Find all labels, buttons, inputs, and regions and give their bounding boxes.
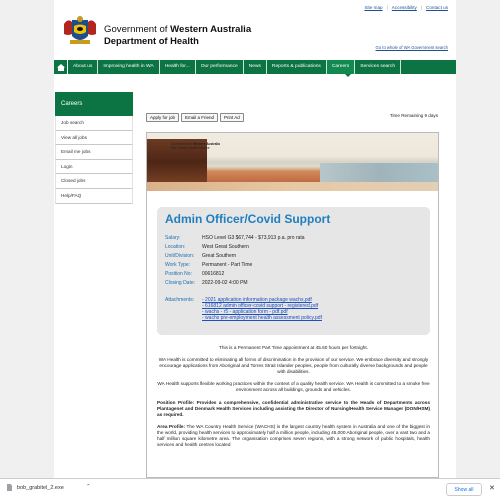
desc-paragraph: This is a Permanent Part Time appointment at 45.60 hours per fortnight. — [218, 345, 369, 350]
attachment-link[interactable]: - 2021 application information package wachs.pdf — [202, 297, 312, 303]
field-label: Work Type: — [165, 262, 191, 268]
job-title: Admin Officer/Covid Support — [165, 212, 331, 226]
accessibility-link[interactable]: Accessibility — [391, 5, 417, 10]
field-closing-date — [165, 280, 248, 286]
separator: | — [386, 5, 388, 10]
download-filename: bob_grabitel_2.exe — [17, 484, 64, 491]
print-ad-button[interactable]: Print Ad — [220, 113, 244, 122]
attachment-link[interactable]: - wachs pre-employment health assessment policy.pdf — [202, 315, 322, 321]
sidebar-item-closed-jobs[interactable]: Closed jobs — [55, 174, 133, 189]
field-unit — [165, 253, 236, 259]
sidebar-title: Careers — [55, 92, 133, 116]
department-title: Department of Health — [104, 35, 199, 46]
field-label: Location: — [165, 244, 186, 250]
desc-paragraph: WA Health is committed to eliminating all forms of discrimination in the provision of our service. We embrace diversity and strongly encourage applications from Aboriginal and Torres Strait Islander peoples, people from culturally diverse backgrounds and people with disabilities. — [158, 357, 429, 375]
main-nav — [54, 60, 456, 74]
nav-careers[interactable]: Careers — [327, 60, 355, 74]
area-profile-label: Area Profile: — [157, 423, 186, 429]
field-label: Position No: — [165, 271, 192, 277]
page — [54, 0, 456, 478]
attachment-link[interactable]: - 616812 admin officer-covid support - registered.pdf — [202, 303, 319, 309]
top-links — [364, 5, 448, 10]
download-item[interactable] — [6, 484, 64, 491]
field-value: West Great Southern — [202, 244, 249, 250]
nav-reports[interactable]: Reports & publications — [267, 60, 327, 74]
field-value: Great Southern — [202, 253, 237, 259]
chevron-up-icon[interactable]: ⌃ — [86, 484, 91, 490]
nav-health-for[interactable]: Health for... — [160, 60, 196, 74]
field-salary — [165, 235, 305, 241]
field-position-no — [165, 271, 224, 277]
gov-title — [104, 24, 251, 35]
job-description — [157, 345, 430, 454]
attachments-label: Attachments: — [165, 297, 195, 303]
attachments — [165, 297, 322, 321]
banner-logo-state: Western Australia — [192, 142, 220, 146]
banner-logo-prefix: Government of — [171, 142, 193, 146]
site-map-link[interactable]: Site map — [364, 5, 383, 10]
nav-news[interactable]: News — [244, 60, 267, 74]
wa-crest-logo[interactable] — [58, 14, 102, 50]
job-actions — [146, 113, 244, 122]
nav-services-search[interactable]: Services search — [355, 60, 401, 74]
field-label: Closing Date: — [165, 280, 196, 286]
sidebar-item-job-search[interactable]: Job search — [55, 116, 133, 131]
banner-image — [147, 133, 439, 191]
sidebar-item-login[interactable]: Login — [55, 160, 133, 175]
separator: | — [420, 5, 423, 10]
field-location — [165, 244, 249, 250]
banner-sand — [147, 182, 439, 191]
job-ad — [146, 132, 439, 478]
field-label: Unit/Division: — [165, 253, 195, 259]
field-label: Salary: — [165, 235, 181, 241]
nav-improving-health[interactable]: Improving health in WA — [98, 60, 159, 74]
contact-us-link[interactable]: Contact us — [426, 5, 448, 10]
file-icon — [6, 484, 13, 491]
field-value: 00616812 — [202, 271, 225, 277]
attachment-list — [202, 297, 322, 321]
nav-our-performance[interactable]: Our performance — [196, 60, 244, 74]
goto-whole-gov-link[interactable]: Go to whole of WA Government search — [375, 45, 448, 50]
banner-logo-line2: WA Country Health Service — [171, 146, 210, 150]
area-profile — [157, 424, 430, 448]
sidebar-item-view-all-jobs[interactable]: View all jobs — [55, 131, 133, 146]
field-value: Permanent - Part Time — [202, 262, 253, 268]
area-profile-text: The WA Country Health Service (WACHS) is the largest country health system in Australia and one of the biggest in the world, providing health services to approximately half a million people, including 45,000 Aboriginal people, over a vast two and a half million square kilometre area. The organisation comprises seven regions, with a strong network of public hospitals, health services and health centres located — [157, 423, 430, 448]
sidebar — [55, 92, 133, 204]
home-icon[interactable] — [54, 60, 68, 74]
gov-prefix: Government of — [104, 24, 171, 35]
banner-logo — [171, 142, 220, 150]
show-all-button[interactable]: Show all — [446, 483, 482, 496]
nav-about-us[interactable]: About us — [68, 60, 98, 74]
field-work-type — [165, 262, 252, 268]
active-tab-caret — [345, 74, 351, 77]
email-friend-button[interactable]: Email a Friend — [181, 113, 218, 122]
field-value: HSO Level G3 $67,744 - $73,913 p.a. pro rata — [202, 235, 305, 241]
download-bar — [0, 478, 500, 500]
attachment-link[interactable]: - wachs - r5 - application form - pdf.pdf — [202, 309, 288, 315]
job-info-box — [157, 207, 430, 335]
field-value: 2022-09-02 4:00 PM — [202, 280, 248, 286]
time-remaining: Time Remaining 9 days — [389, 113, 438, 118]
position-profile: Position Profile: Provides a comprehensive, confidential administrative service to the Heads of Departments across Plantagenet and Denmark Health Services including assisting the Director of Nursing/Health Service Manager (DON/HSM) as required. — [157, 399, 430, 417]
sidebar-item-email-me-jobs[interactable]: Email me jobs — [55, 145, 133, 160]
apply-button[interactable]: Apply for job — [146, 113, 179, 122]
close-icon[interactable]: ✕ — [489, 485, 495, 492]
sidebar-item-help-faq[interactable]: Help/FAQ — [55, 189, 133, 204]
desc-paragraph: WA Health supports flexible working practices within the context of a quality health service. WA Health is committed to a smoke free environment across all buildings, grounds and vehicles. — [157, 381, 430, 393]
gov-state: Western Australia — [170, 24, 252, 35]
